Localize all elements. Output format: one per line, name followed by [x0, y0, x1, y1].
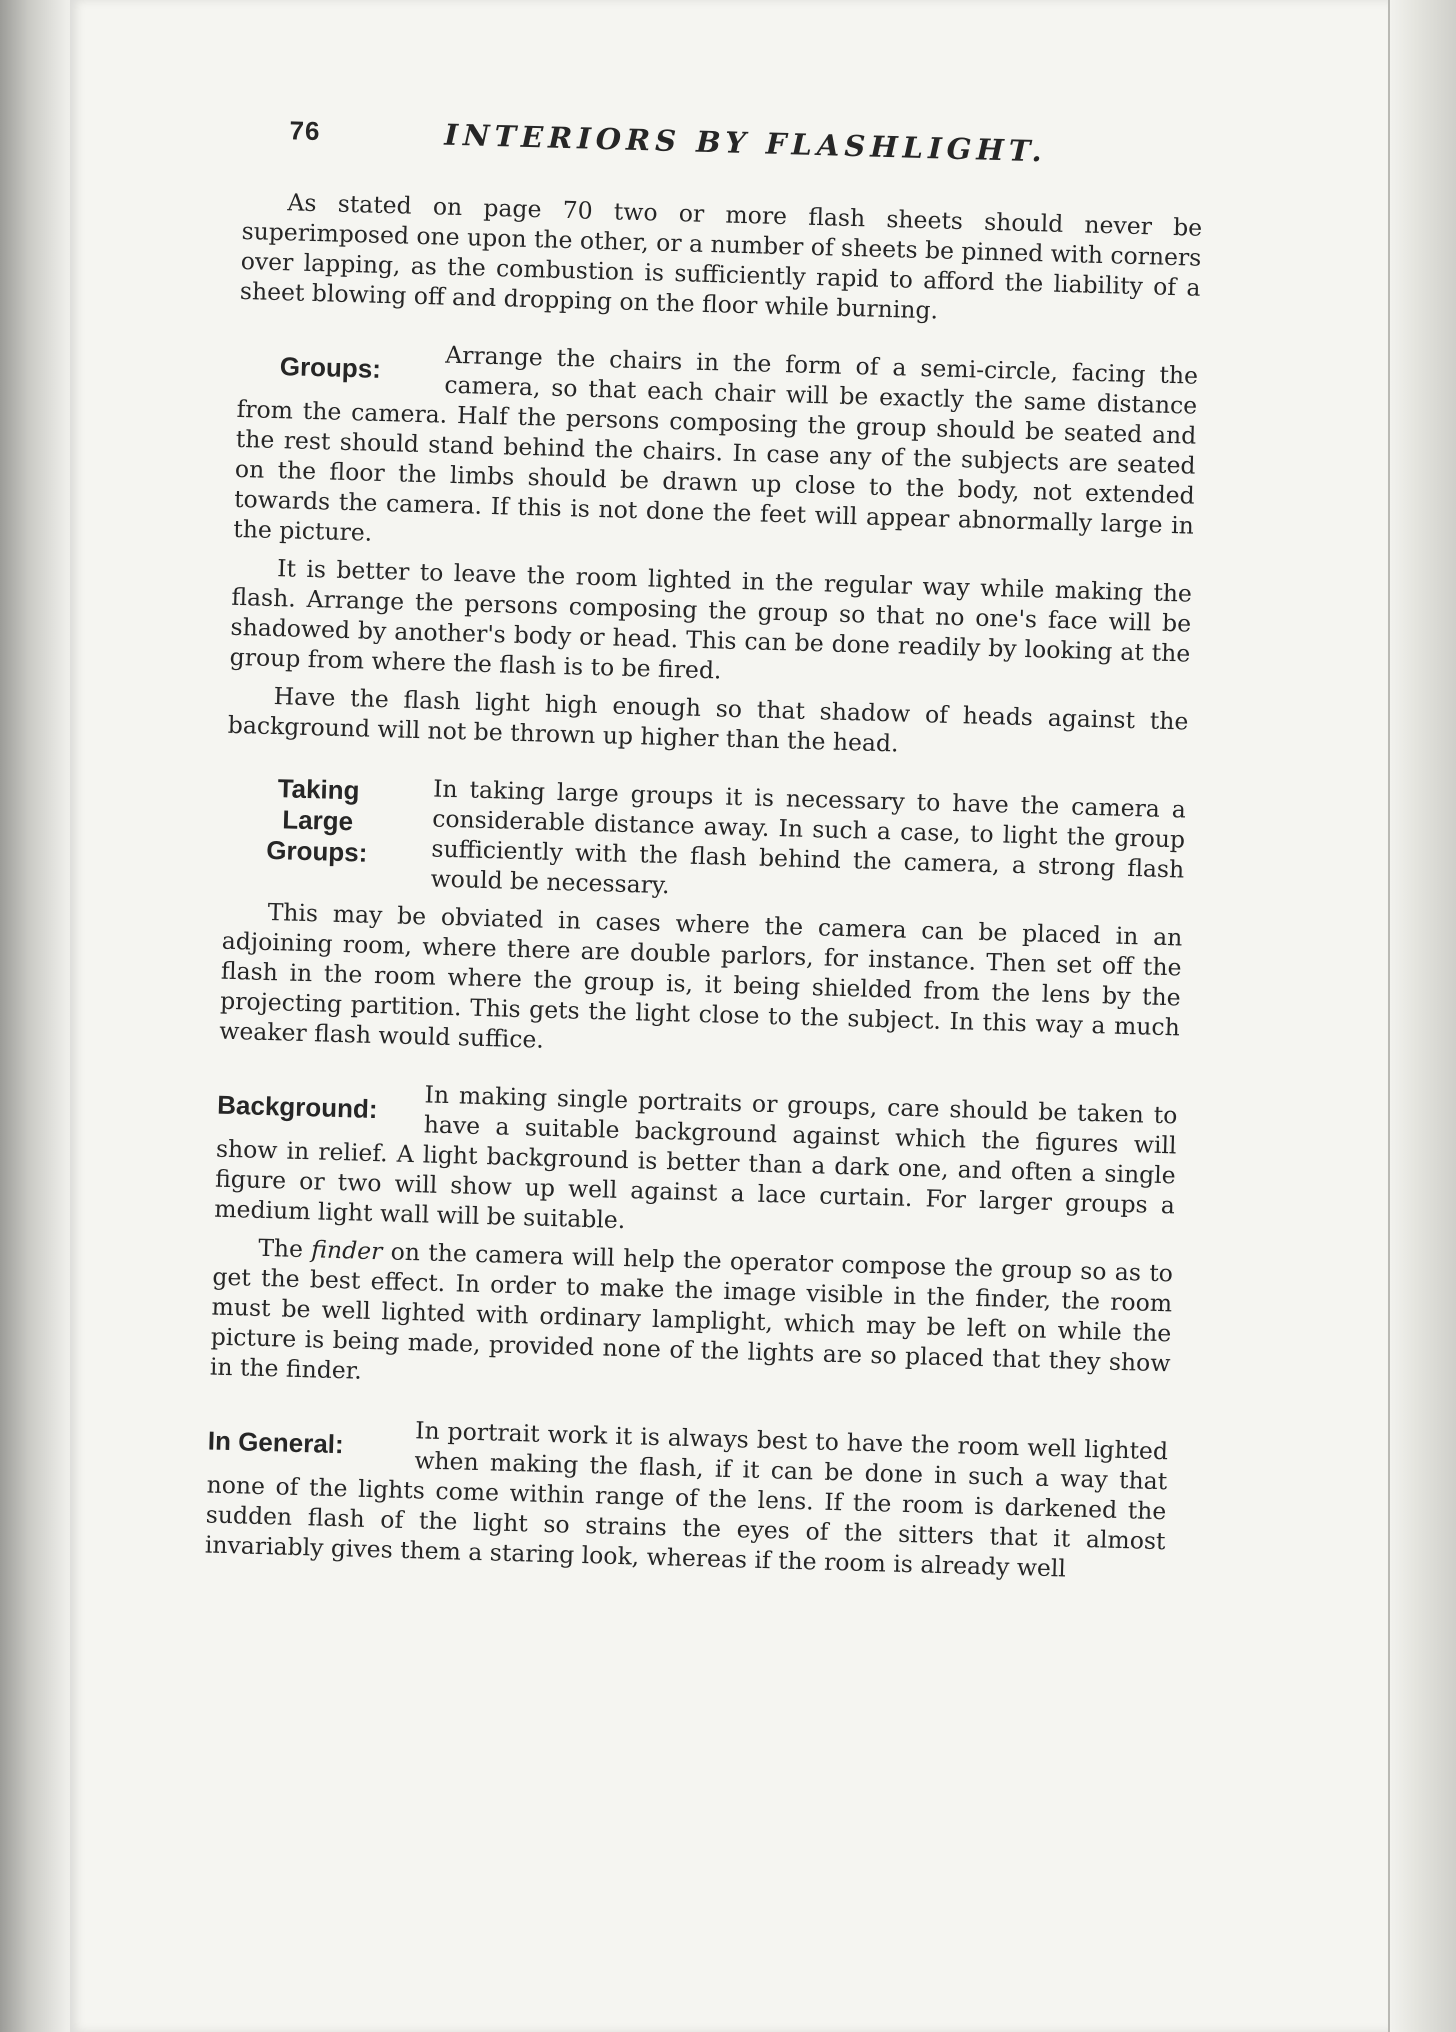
section-groups: [227, 334, 1198, 767]
section-large-groups: [219, 768, 1186, 1073]
heading-line-large: Large: [281, 804, 354, 837]
groups-paragraph-2: It is better to leave the room lighted in the regular way while making the flash. Arrange the persons composing the group so that no one's face will be shadowed by another's body or head. This can be done readily by looking at the group from where the flash is to be fired.: [229, 554, 1193, 685]
section-in-general: [205, 1409, 1169, 1586]
scan-right-margin: [1388, 0, 1456, 2032]
finder-text-after: on the camera will help the operator compose the group so as to get the best effect. In order to make the image visible in the finder, the room must be well lighted with ordinary lamplight, which may be left on while the picture is being made, provided none of the lights are so placed that they show in the finder.: [209, 1237, 1174, 1385]
side-heading-background: Background:: [216, 1089, 378, 1125]
side-heading-large-groups: [224, 768, 412, 870]
large-groups-paragraph-2: This may be obviated in cases where the camera can be placed in an adjoining room, where there are double parlors, for instance. Then set off the flash in the room where the group is, it being shielded from the lens by the projecting partition. This gets the light close to the subject. In this way a much weaker flash would suffice.: [218, 897, 1183, 1054]
groups-paragraph-3: Have the flash light high enough so that shadow of heads against the background will not be thrown up higher than the head.: [227, 682, 1189, 758]
side-heading-in-general: In General:: [207, 1425, 345, 1460]
section-background: [210, 1074, 1178, 1409]
page-number: 76: [289, 115, 321, 147]
background-paragraph-2: [210, 1232, 1174, 1409]
heading-line-groups: Groups:: [265, 834, 368, 868]
running-title: INTERIORS BY FLASHLIGHT.: [443, 117, 1048, 169]
groups-paragraph-1: Arrange the chairs in the form of a semi-circle, facing the camera, so that each chair will be exactly the same distance from the camera. Half the persons composing the group should be seated and the rest should stand behind the chairs. In case any of the subjects are seated on the floor the limbs should be drawn up close to the body, not extended towards the camera. If this is not done the feet will appear abnormally large in the picture.: [232, 340, 1199, 547]
general-paragraph-1: In portrait work it is always best to have the room well lighted when making the flash, if it can be done in such a way that none of the lights come within range of the lens. If the room is darkened the sudden flash of the light so strains the eyes of the sitters that it almost invariably gives them a staring look, whereas if the room is already well: [204, 1416, 1169, 1583]
side-heading-groups: Groups:: [279, 351, 382, 384]
page-text-block: [205, 112, 1205, 1586]
background-paragraph-1: In making single portraits or groups, care should be taken to have a suitable background against which the figures will show in relief. A light background is better than a dark one, and often a single figure or two will show up well against a lace curtain. For larger groups a medium light wall will be suitable.: [213, 1080, 1178, 1235]
intro-paragraph: As stated on page 70 two or more flash sheets should never be superimposed one upon the other, or a number of sheets be pinned with corners over lapping, as the combustion is sufficiently rapid to afford the liability of a sheet blowing off and dropping on the floor while burning.: [239, 188, 1203, 325]
finder-text-before: The: [257, 1233, 312, 1264]
large-groups-paragraph-1: In taking large groups it is necessary to have the camera a considerable distance away. In such a case, to light the group sufficiently with the flash behind the camera, a strong flash would be necessary.: [430, 774, 1187, 900]
finder-italic: finder: [310, 1235, 383, 1266]
heading-line-taking: Taking: [277, 773, 360, 806]
